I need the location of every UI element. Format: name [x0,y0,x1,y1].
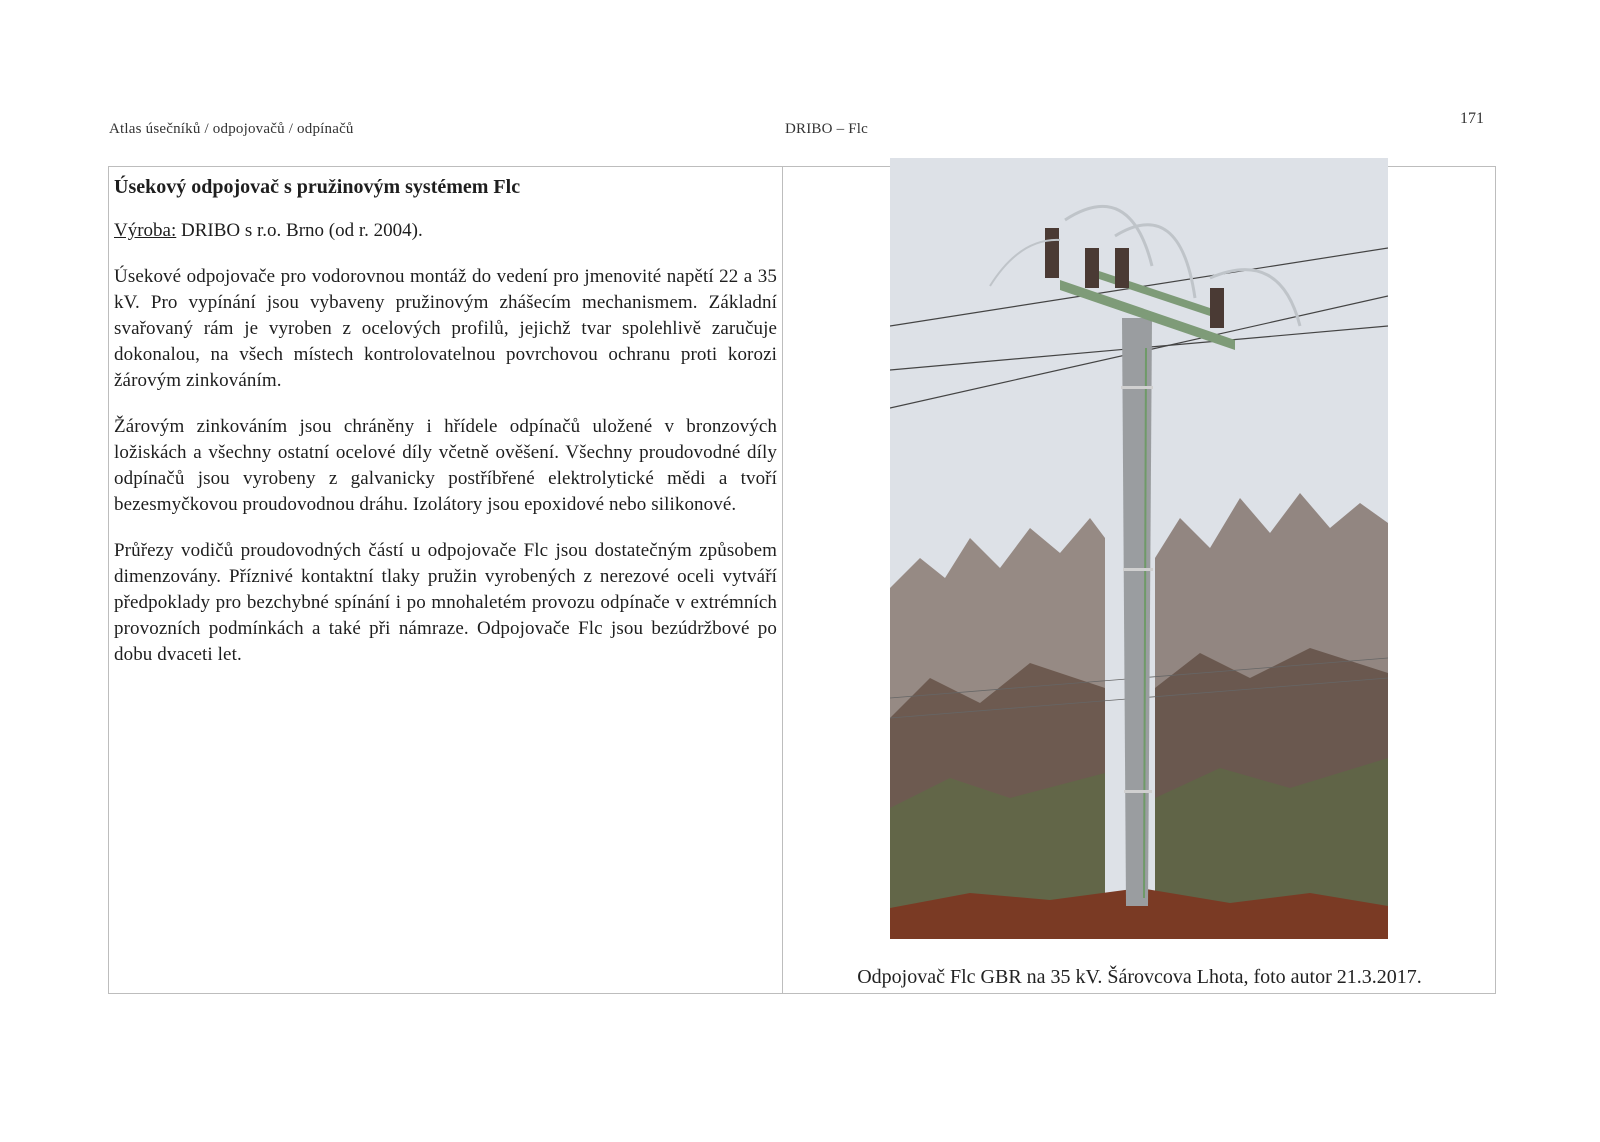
photo-illustration [890,158,1388,939]
paragraph-3: Průřezy vodičů proudovodných částí u odpojovače Flc jsou dostatečným způsobem dimenzovány. Příznivé kontaktní tlaky pružin vyrobených z nerezové oceli vytváří předpoklady pro bezchybné spínání i po mnohaletém provozu odpínače v extrémních provozních podmínkách a také při námraze. Odpojovače Flc jsou bezúdržbové po dobu dvaceti let. [114,540,777,665]
pole-clamp-3 [1124,790,1152,793]
production-value: DRIBO s r.o. Brno (od r. 2004). [176,220,423,241]
insulator-3 [1115,248,1129,288]
text-column [114,172,777,687]
paragraph-1: Úsekové odpojovače pro vodorovnou montáž do vedení pro jmenovité napětí 22 a 35 kV. Pro vypínání jsou vybaveny pružinovým zhášecím mechanismem. Základní svařovaný rám je vyroben z ocelových profilů, jejichž tvar spolehlivě zaručuje dokonalou, na všech místech kontrolovatelnou povrchovou ochranu proti korozi žárovým zinkováním. [114,266,777,391]
column-divider [782,166,783,994]
production-label: Výroba: [114,220,177,241]
running-header-center: DRIBO – Flc [785,121,869,137]
insulator-1 [1045,228,1059,278]
pole-clamp-1 [1121,386,1153,389]
running-header-left: Atlas úsečníků / odpojovačů / odpínačů [109,121,354,137]
insulator-2 [1085,248,1099,288]
figure-caption: Odpojovač Flc GBR na 35 kV. Šárovcova Lhota, foto autor 21.3.2017. [857,966,1422,988]
production-line [114,218,777,244]
insulator-4 [1210,288,1224,328]
page-number: 171 [1460,110,1484,127]
paragraph-2: Žárovým zinkováním jsou chráněny i hřídele odpínačů uložené v bronzových ložiskách a všechny ostatní ocelové díly včetně ověšení. Všechny proudovodné díly odpínačů jsou vyrobeny z galvanicky postříbřené elektrolytické mědi a tvoří bezesmyčkovou proudovodnou dráhu. Izolátory jsou epoxidové nebo silikonové. [114,416,777,515]
pole-clamp-2 [1123,568,1153,571]
article-title: Úsekový odpojovač s pružinovým systémem Flc [114,176,521,198]
disconnector-photo [890,158,1388,939]
concrete-pole [1122,318,1152,906]
